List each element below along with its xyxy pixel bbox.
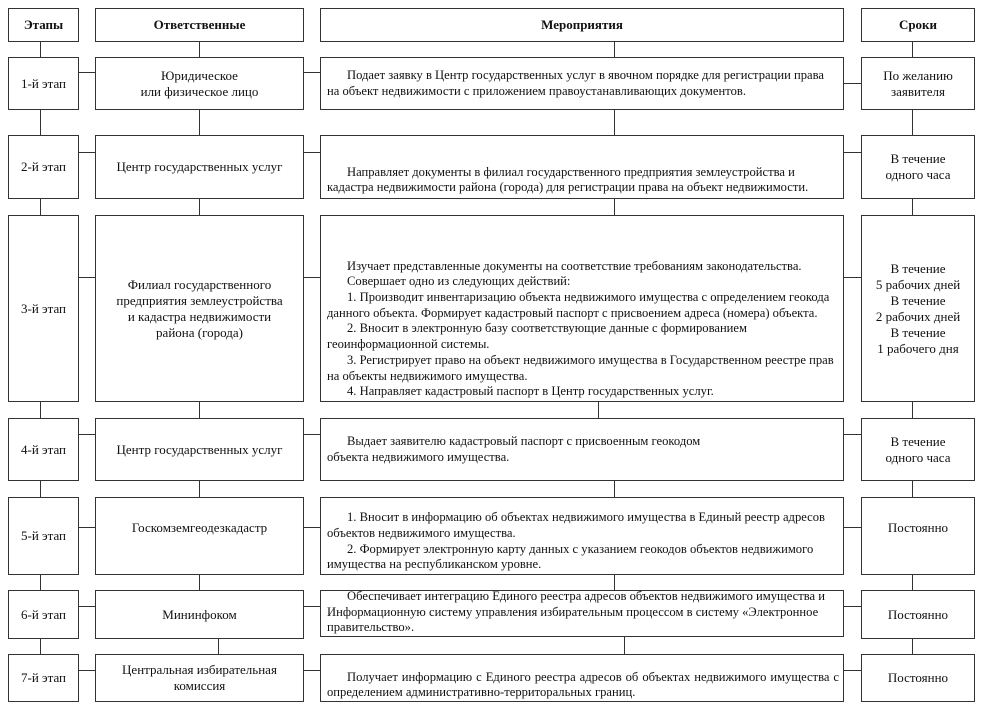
connector [614, 574, 615, 590]
connector [304, 527, 320, 528]
connector [40, 198, 41, 215]
connector [79, 152, 95, 153]
connector [79, 277, 95, 278]
responsible-box [95, 654, 304, 702]
activity-paragraph: 2. Формирует электронную карту данных с указанием геокодов объектов недвижимого имущества на республиканском уровне. [327, 541, 814, 572]
activity-paragraph: Получает информацию с Единого реестра адресов об объектах недвижимого имущества с определением административно-территоральных границ. [327, 669, 839, 700]
header-activities [320, 8, 844, 42]
stage-label: 3-й этап [20, 300, 66, 316]
activities-box [320, 654, 844, 702]
connector [40, 109, 41, 135]
deadline-line: В течение [890, 324, 946, 340]
responsible-box [95, 135, 304, 199]
connector [40, 574, 41, 590]
deadline-line: По желанию [883, 67, 953, 83]
connector [199, 574, 200, 590]
responsible-line: Госкомземгеодезкадастр [131, 520, 268, 535]
connector [912, 574, 913, 590]
responsible-line: и кадастра недвижимости [127, 308, 272, 324]
connector [844, 152, 861, 153]
deadline-line: В течение [890, 151, 946, 166]
activity-paragraph: Выдает заявителю кадастровый паспорт с присвоенным геокодом объекта недвижимого имущества. [327, 433, 701, 464]
connector [598, 401, 599, 418]
activities-box [320, 590, 844, 637]
connector [79, 606, 95, 607]
connector [304, 277, 320, 278]
connector [844, 277, 861, 278]
stage-label: 4-й этап [20, 441, 66, 457]
responsible-line: Центральная избирательная [122, 662, 277, 677]
deadline-box [861, 418, 975, 481]
responsible-line: Центр государственных услуг [116, 159, 283, 174]
header-stages-label: Этапы [23, 17, 64, 32]
stage-box [8, 418, 79, 481]
connector [844, 670, 861, 671]
header-deadlines [861, 8, 975, 42]
connector [79, 72, 95, 73]
deadline-line: В течение [890, 292, 946, 308]
deadline-line: одного часа [885, 167, 951, 182]
connector [199, 109, 200, 135]
connector [304, 434, 320, 435]
deadline-line: В течение [890, 433, 946, 449]
connector [79, 527, 95, 528]
connector [614, 42, 615, 57]
activities-box [320, 215, 844, 402]
connector [614, 480, 615, 497]
stage-box [8, 654, 79, 702]
responsible-line: комиссия [173, 678, 226, 693]
stage-box [8, 57, 79, 110]
activities-box [320, 497, 844, 575]
deadline-line: В течение [890, 260, 946, 276]
stage-label: 7-й этап [20, 670, 66, 685]
connector [199, 198, 200, 215]
stage-box [8, 590, 79, 639]
activity-paragraph: 1. Производит инвентаризацию объекта недвижимого имущества с определением геокода данного объекта. Формирует кадастровый паспорт с присвоением адреса (номера) объекта. [327, 290, 830, 320]
responsible-box [95, 57, 304, 110]
connector [844, 83, 861, 84]
connector [912, 109, 913, 135]
connector [199, 480, 200, 497]
connector [304, 606, 320, 607]
responsible-line: или физическое лицо [140, 83, 259, 99]
responsible-box [95, 497, 304, 575]
activity-paragraph: 4. Направляет кадастровый паспорт в Центр государственных услуг. [347, 384, 714, 399]
header-responsible-label: Ответственные [153, 17, 246, 32]
header-activities-label: Мероприятия [541, 17, 623, 32]
responsible-line: предприятия землеустройства [116, 292, 283, 308]
connector [304, 72, 320, 73]
connector [912, 638, 913, 654]
activities-box [320, 418, 844, 481]
stage-box [8, 215, 79, 402]
connector [79, 434, 95, 435]
header-responsible [95, 8, 304, 42]
header-deadlines-label: Сроки [898, 17, 938, 32]
deadline-line: 2 рабочих дней [875, 308, 961, 324]
activity-paragraph: Обеспечивает интеграцию Единого реестра адресов объектов недвижимого имущества и Информационную систему управления избирательным процессом в систему «Электронное правительство». [327, 588, 826, 635]
deadline-box [861, 57, 975, 110]
stage-label: 1-й этап [20, 75, 66, 91]
connector [40, 401, 41, 418]
activities-box [320, 135, 844, 199]
connector [218, 638, 219, 654]
deadline-line: заявителя [891, 83, 945, 99]
connector [304, 670, 320, 671]
deadline-box [861, 497, 975, 575]
connector [40, 42, 41, 57]
deadline-line: Постоянно [887, 606, 949, 622]
deadline-box [861, 135, 975, 199]
connector [912, 401, 913, 418]
connector [79, 670, 95, 671]
connector [624, 636, 625, 654]
activity-paragraph: Изучает представленные документы на соответствие требованиям законодательства. [347, 258, 802, 273]
activity-paragraph: Совершает одно из следующих действий: [347, 274, 571, 289]
stage-label: 2-й этап [20, 159, 66, 174]
connector [199, 401, 200, 418]
connector [912, 198, 913, 215]
responsible-box [95, 418, 304, 481]
responsible-line: Юридическое [161, 67, 238, 83]
connector [614, 109, 615, 135]
deadline-box [861, 590, 975, 639]
activity-paragraph: Подает заявку в Центр государственных услуг в явочном порядке для регистрации права на объект недвижимости с приложением правоустанавливающих документов. [327, 67, 824, 98]
connector [844, 606, 861, 607]
responsible-box [95, 590, 304, 639]
activity-paragraph: Направляет документы в филиал государственного предприятия землеустройства и кадастра недвижимости района (города) для регистрации права на объект недвижимости. [327, 164, 809, 195]
stage-box [8, 497, 79, 575]
responsible-line: Центр государственных услуг [116, 441, 283, 457]
connector [304, 152, 320, 153]
deadline-line: 5 рабочих дней [875, 276, 961, 292]
connector [40, 480, 41, 497]
responsible-line: района (города) [156, 324, 243, 340]
deadline-box [861, 654, 975, 702]
responsible-box [95, 215, 304, 402]
connector [40, 638, 41, 654]
deadline-line: 1 рабочего дня [877, 340, 959, 356]
responsible-line: Филиал государственного [127, 276, 272, 292]
stage-label: 5-й этап [20, 528, 66, 543]
responsible-line: Мининфоком [162, 606, 237, 622]
connector [199, 42, 200, 57]
deadline-box [861, 215, 975, 402]
connector [912, 42, 913, 57]
deadline-line: Постоянно [887, 670, 949, 685]
connector [844, 527, 861, 528]
activity-paragraph: 1. Вносит в информацию об объектах недвижимого имущества в Единый реестр адресов объектов недвижимого имущества. [327, 510, 825, 540]
stage-box [8, 135, 79, 199]
stage-label: 6-й этап [20, 606, 66, 622]
activity-paragraph: 3. Регистрирует право на объект недвижимого имущества в Государственном реестре прав на объекты недвижимого имущества. [327, 352, 834, 383]
activities-box [320, 57, 844, 110]
deadline-line: Постоянно [887, 520, 949, 535]
connector [614, 198, 615, 215]
connector [912, 480, 913, 497]
connector [844, 434, 861, 435]
header-stages [8, 8, 79, 42]
activity-paragraph: 2. Вносит в электронную базу соответствующие данные с формированием геоинформационной системы. [327, 321, 747, 352]
deadline-line: одного часа [885, 449, 951, 465]
